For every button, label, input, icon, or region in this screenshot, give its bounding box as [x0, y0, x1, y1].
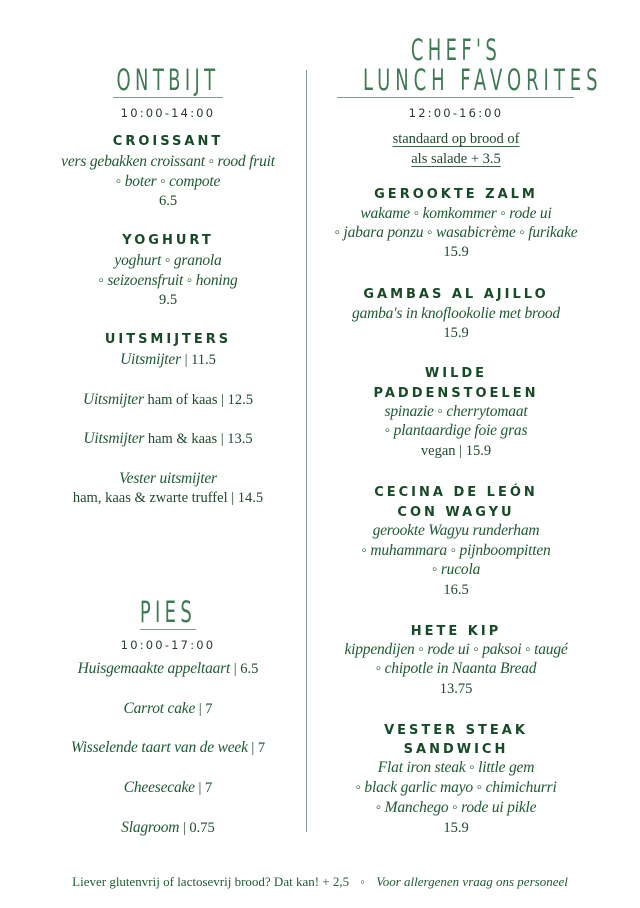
lunch-note [306, 129, 606, 149]
item-name: Uitsmijter [83, 430, 145, 447]
ontbijt-title: ONTBIJT [116, 63, 220, 97]
note-line: standaard op brood of [392, 131, 520, 147]
item-price: | 7 [247, 740, 266, 756]
item-desc: ◦ Manchego ◦ rode ui pikle [375, 799, 537, 816]
pie-line [18, 699, 318, 719]
lunch-title-line2: LUNCH FAVORITES [363, 63, 603, 97]
item-price: | 7 [194, 780, 213, 796]
footer-separator: ◦ [360, 874, 365, 889]
lunch-hours: 12:00-16:00 [408, 106, 504, 120]
footer-gluten-note: Liever glutenvrij of lactosevrij brood? Dat kan! + 2,5 [72, 874, 350, 889]
item-price: 15.9 [443, 820, 469, 836]
item-name: Uitsmijter [82, 391, 144, 408]
ontbijt-hours: 10:00-14:00 [120, 106, 216, 120]
footer-note [0, 872, 640, 892]
item-price: vegan | 15.9 [420, 443, 492, 459]
item-price: | 0.75 [179, 820, 215, 836]
item-desc: gamba's in knoflookolie met brood [352, 305, 560, 322]
item-desc: vers gebakken croissant ◦ rood fruit [61, 153, 275, 170]
pie-line [18, 818, 318, 838]
item-name: CECINA DE LEÓN [374, 485, 538, 500]
pie-line [18, 738, 318, 758]
item-price: 15.9 [443, 325, 469, 341]
pies-hours: 10:00-17:00 [120, 638, 216, 652]
item-name: GAMBAS AL AJILLO [363, 287, 549, 302]
item-name: Cheesecake [123, 779, 195, 796]
item-price: 6.5 [158, 193, 178, 209]
item-name: Vester uitsmijter [119, 470, 217, 487]
item-price: | 7 [195, 701, 213, 717]
title-underline [113, 97, 223, 98]
item-name: VESTER STEAK [384, 723, 528, 738]
item-name: UITSMIJTERS [104, 332, 232, 347]
item-desc: kippendijen ◦ rode ui ◦ paksoi ◦ taugé [344, 641, 568, 658]
pies-title: PIES [139, 595, 197, 629]
item-desc: gerookte Wagyu runderham [372, 522, 540, 539]
item-desc: ◦ rucola [431, 561, 481, 578]
item-desc: ◦ chipotle in Naanta Bread [375, 660, 537, 677]
footer-allergen-note: Voor allergenen vraag ons personeel [376, 874, 568, 889]
item-name: HETE KIP [410, 624, 502, 639]
item-desc: Flat iron steak ◦ little gem [377, 759, 535, 776]
item-name: CROISSANT [112, 134, 224, 149]
item-price: | 11.5 [180, 352, 216, 368]
item-price: | 13.5 [217, 431, 253, 447]
item-desc: yoghurt ◦ granola [114, 252, 222, 269]
uitsmijter-line [18, 429, 318, 449]
item-desc: ◦ boter ◦ compote [115, 173, 221, 190]
pie-line [18, 659, 318, 679]
item-name: YOGHURT [122, 233, 214, 248]
item-name: Wisselende taart van de week [70, 739, 248, 756]
item-name: PADDENSTOELEN [373, 386, 539, 401]
item-price: | 14.5 [227, 490, 264, 506]
item-name: Huisgemaakte appeltaart [77, 660, 231, 677]
item-price: | 12.5 [217, 392, 254, 408]
uitsmijter-line [18, 488, 318, 508]
item-name: SANDWICH [403, 742, 509, 757]
item-price: 9.5 [158, 292, 178, 308]
item-price: 13.75 [439, 681, 473, 697]
title-underline [337, 97, 574, 98]
item-name: Slagroom [121, 819, 180, 836]
item-name: GEROOKTE ZALM [374, 187, 538, 202]
item-name: WILDE [424, 366, 488, 381]
uitsmijter-line [18, 350, 318, 370]
title-underline [140, 629, 196, 630]
item-desc: ◦ plantaardige foie gras [384, 422, 528, 439]
pie-line [18, 778, 318, 798]
item-desc: ◦ seizoensfruit ◦ honing [98, 272, 238, 289]
uitsmijter-line [18, 390, 318, 410]
item-name: Carrot cake [123, 700, 196, 717]
item-desc: ◦ jabara ponzu ◦ wasabicrème ◦ furikake [334, 224, 578, 241]
lunch-title-line1: CHEF'S [410, 33, 502, 67]
item-desc: wakame ◦ komkommer ◦ rode ui [360, 205, 552, 222]
item-price: | 6.5 [230, 661, 259, 677]
lunch-note [306, 149, 606, 169]
item-name: CON WAGYU [397, 505, 515, 520]
item-desc: ◦ black garlic mayo ◦ chimichurri [355, 779, 557, 796]
item-price: 16.5 [443, 582, 469, 598]
note-line: als salade + 3.5 [411, 151, 501, 167]
item-desc: ◦ muhammara ◦ pijnboompitten [361, 542, 551, 559]
item-extra: ham & kaas [144, 431, 218, 447]
item-extra: ham, kaas & zwarte truffel [72, 490, 228, 506]
item-price: 15.9 [443, 244, 469, 260]
item-extra: ham of kaas [143, 392, 218, 408]
item-name: Uitsmijter [120, 351, 181, 368]
item-desc: spinazie ◦ cherrytomaat [384, 403, 528, 420]
